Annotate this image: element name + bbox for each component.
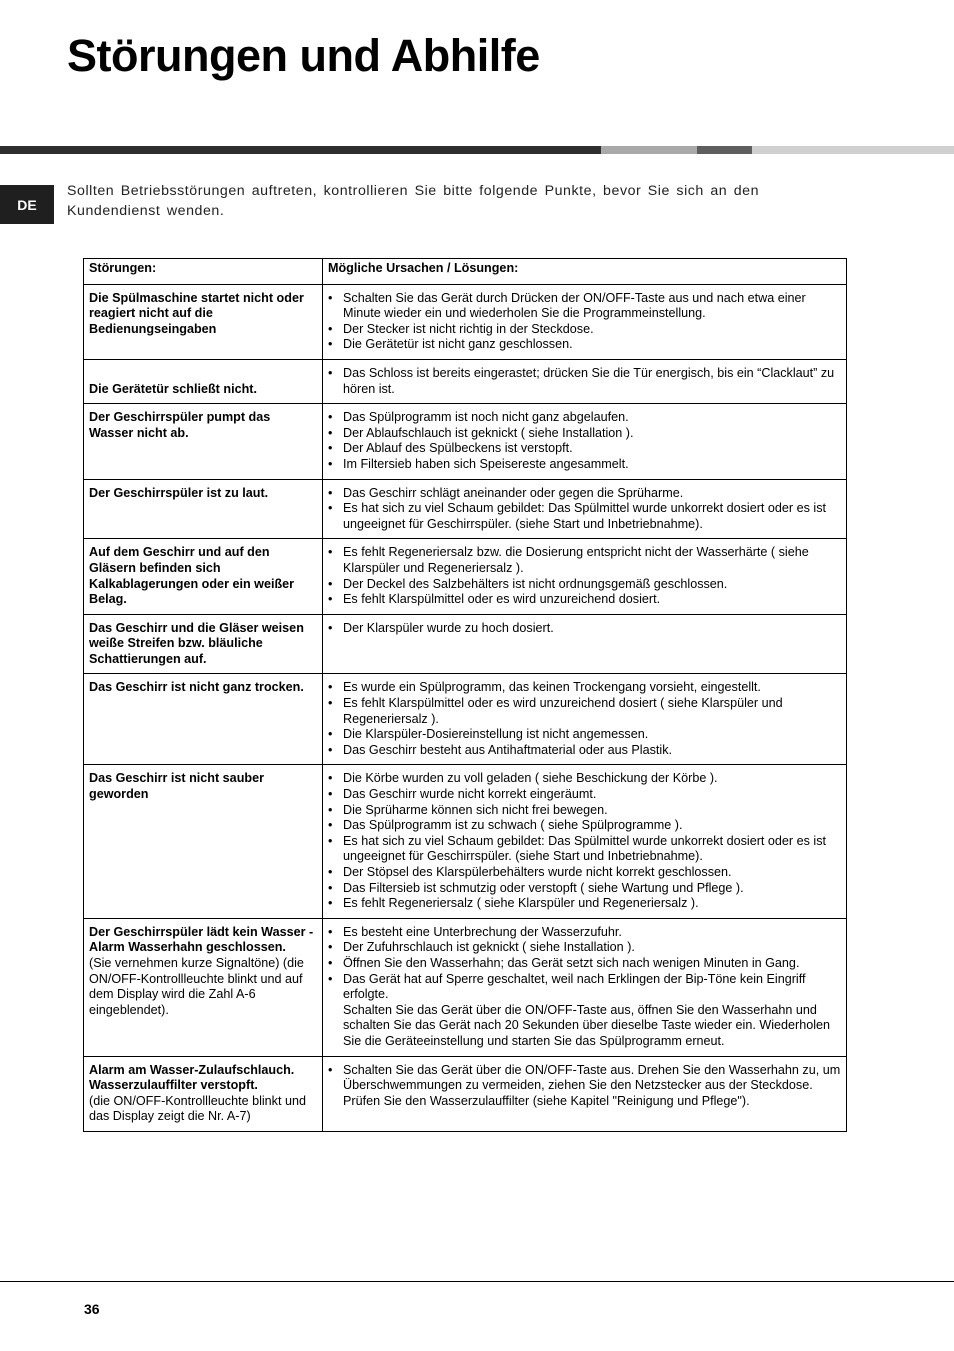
- solution-continuation: Prüfen Sie den Wasserzulauffilter (siehe Kapitel "Reinigung und Pflege").: [343, 1093, 750, 1108]
- solution-item: • Es hat sich zu viel Schaum gebildet: Das Spülmittel wurde unkorrekt dosiert oder es ist ungeeignet für Geschirrspüler. (siehe Start und Inbetriebnahme).: [328, 501, 842, 532]
- problem-cell: [84, 765, 323, 918]
- solution-list: [328, 680, 842, 758]
- table-row: [84, 674, 847, 765]
- problem-text: Der Geschirrspüler pumpt das Wasser nicht ab.: [89, 410, 271, 440]
- problem-text: Das Geschirr ist nicht ganz trocken.: [89, 680, 304, 695]
- solutions-cell: [323, 539, 847, 614]
- solution-list: [328, 925, 842, 1050]
- table-row: [84, 359, 847, 403]
- solution-item: • Es hat sich zu viel Schaum gebildet: Das Spülmittel wurde unkorrekt dosiert oder es ist ungeeignet für Geschirrspüler. (siehe Start und Inbetriebnahme).: [328, 834, 842, 865]
- header-rule-gray: [601, 146, 697, 154]
- solution-list: [328, 1063, 842, 1110]
- problem-text: Das Geschirr und die Gläser weisen weiße Streifen bzw. bläuliche Schattierungen auf.: [89, 620, 304, 666]
- header-rule-dark: [0, 146, 601, 154]
- footer-rule: [0, 1281, 954, 1282]
- solutions-cell: [323, 1056, 847, 1131]
- solution-item: • Es wurde ein Spülprogramm, das keinen Trockengang vorsieht, eingestellt.: [328, 680, 842, 696]
- problem-cell: [84, 614, 323, 674]
- solutions-cell: [323, 918, 847, 1056]
- column-header-solutions: Mögliche Ursachen / Lösungen:: [323, 259, 847, 285]
- page-title: Störungen und Abhilfe: [67, 30, 540, 81]
- solution-item: • Die Sprüharme können sich nicht frei bewegen.: [328, 803, 842, 819]
- solution-item: • Das Filtersieb ist schmutzig oder verstopft ( siehe Wartung und Pflege ).: [328, 881, 842, 897]
- solution-list: [328, 366, 842, 397]
- solutions-cell: [323, 284, 847, 359]
- page-number: 36: [84, 1301, 100, 1317]
- problem-text: Der Geschirrspüler ist zu laut.: [89, 485, 269, 500]
- table-row: [84, 539, 847, 614]
- solutions-cell: [323, 674, 847, 765]
- solution-list: [328, 410, 842, 472]
- solution-continuation: Schalten Sie das Gerät über die ON/OFF-Taste aus, öffnen Sie den Wasserhahn und schalten Sie das Gerät nach 20 Sekunden über dieselbe Taste wieder ein. Wiederholen Sie die Geräteeinstellung und starten Sie das Spülprogramm erneut.: [343, 1002, 831, 1048]
- solutions-cell: [323, 404, 847, 479]
- table-row: [84, 765, 847, 918]
- problem-note: (Sie vernehmen kurze Signaltöne) (die ON/OFF-Kontrollleuchte blinkt und auf dem Display wird die Zahl A-6 eingeblendet).: [89, 955, 304, 1017]
- problem-cell: [84, 284, 323, 359]
- problem-cell: [84, 674, 323, 765]
- table-row: [84, 918, 847, 1056]
- header-rule-light: [752, 146, 954, 154]
- solution-item: • Die Körbe wurden zu voll geladen ( siehe Beschickung der Körbe ).: [328, 771, 842, 787]
- solution-item: • Der Ablauf des Spülbeckens ist verstopft.: [328, 441, 842, 457]
- troubleshooting-table: [83, 258, 847, 1132]
- problem-text: Auf dem Geschirr und auf den Gläsern befinden sich Kalkablagerungen oder ein weißer Belag.: [89, 545, 295, 607]
- problem-note: (die ON/OFF-Kontrollleuchte blinkt und das Display zeigt die Nr. A-7): [89, 1093, 306, 1124]
- solution-list: [328, 545, 842, 607]
- problem-cell: [84, 404, 323, 479]
- problem-text: Die Gerätetür schließt nicht.: [89, 381, 257, 396]
- header-rule-mid: [697, 146, 752, 154]
- table-row: [84, 479, 847, 539]
- table-row: [84, 284, 847, 359]
- problem-text: Die Spülmaschine startet nicht oder reagiert nicht auf die Bedienungseingaben: [89, 290, 304, 336]
- solution-item: • Der Zufuhrschlauch ist geknickt ( siehe Installation ).: [328, 940, 842, 956]
- solution-item: • Das Spülprogramm ist zu schwach ( siehe Spülprogramme ).: [328, 818, 842, 834]
- solutions-cell: [323, 765, 847, 918]
- solutions-cell: [323, 614, 847, 674]
- solution-item: • Das Geschirr besteht aus Antihaftmaterial oder aus Plastik.: [328, 743, 842, 759]
- solution-item: • Öffnen Sie den Wasserhahn; das Gerät setzt sich nach wenigen Minuten in Gang.: [328, 956, 842, 972]
- solution-item: • Es fehlt Regeneriersalz ( siehe Klarspüler und Regeneriersalz ).: [328, 896, 842, 912]
- solution-item: • Die Gerätetür ist nicht ganz geschlossen.: [328, 337, 842, 353]
- solution-item: • Die Klarspüler-Dosiereinstellung ist nicht angemessen.: [328, 727, 842, 743]
- problem-cell: [84, 539, 323, 614]
- problem-cell: [84, 479, 323, 539]
- solution-item: • Der Deckel des Salzbehälters ist nicht ordnungsgemäß geschlossen.: [328, 577, 842, 593]
- solution-item: • Im Filtersieb haben sich Speisereste angesammelt.: [328, 457, 842, 473]
- solution-item: • Es fehlt Klarspülmittel oder es wird unzureichend dosiert.: [328, 592, 842, 608]
- solutions-cell: [323, 359, 847, 403]
- solution-list: [328, 771, 842, 911]
- table-row: [84, 614, 847, 674]
- table-row: [84, 404, 847, 479]
- solution-item: • Schalten Sie das Gerät über die ON/OFF-Taste aus. Drehen Sie den Wasserhahn zu, um Überschwemmungen zu vermeiden, ziehen Sie den Netzstecker aus der Steckdose.: [328, 1063, 842, 1094]
- solution-list: [328, 291, 842, 353]
- solutions-cell: [323, 479, 847, 539]
- problem-cell: [84, 359, 323, 403]
- language-badge: DE: [0, 185, 54, 224]
- table-row: [84, 1056, 847, 1131]
- solution-item: • Das Gerät hat auf Sperre geschaltet, weil nach Erklingen der Bip-Töne kein Eingriff erfolgte.: [328, 972, 842, 1003]
- column-header-problems: Störungen:: [84, 259, 323, 285]
- solution-item: • Der Ablaufschlauch ist geknickt ( siehe Installation ).: [328, 426, 842, 442]
- problem-cell: [84, 1056, 323, 1131]
- solution-item: • Der Stecker ist nicht richtig in der Steckdose.: [328, 322, 842, 338]
- solution-item: • Der Klarspüler wurde zu hoch dosiert.: [328, 621, 842, 637]
- solution-item: • Das Schloss ist bereits eingerastet; drücken Sie die Tür energisch, bis ein “Clacklaut” zu hören ist.: [328, 366, 842, 397]
- intro-text: Sollten Betriebsstörungen auftreten, kontrollieren Sie bitte folgende Punkte, bevor Sie sich an den Kundendienst wenden.: [67, 183, 760, 219]
- solution-list: [328, 486, 842, 533]
- solution-item: • Schalten Sie das Gerät durch Drücken der ON/OFF-Taste aus und nach etwa einer Minute wieder ein und wiederholen Sie die Programmeinstellung.: [328, 291, 842, 322]
- table-header-row: [84, 259, 847, 285]
- solution-item: • Es fehlt Klarspülmittel oder es wird unzureichend dosiert ( siehe Klarspüler und Regeneriersalz ).: [328, 696, 842, 727]
- problem-cell: [84, 918, 323, 1056]
- solution-list: [328, 621, 842, 637]
- solution-item: • Es fehlt Regeneriersalz bzw. die Dosierung entspricht nicht der Wasserhärte ( siehe Klarspüler und Regeneriersalz ).: [328, 545, 842, 576]
- problem-text: Das Geschirr ist nicht sauber geworden: [89, 771, 264, 802]
- problem-text: Alarm am Wasser-Zulaufschlauch. Wasserzulauffilter verstopft.: [89, 1062, 295, 1093]
- solution-item: • Der Stöpsel des Klarspülerbehälters wurde nicht korrekt geschlossen.: [328, 865, 842, 881]
- solution-item: • Das Geschirr schlägt aneinander oder gegen die Sprüharme.: [328, 486, 842, 502]
- problem-text: Der Geschirrspüler lädt kein Wasser - Alarm Wasserhahn geschlossen.: [89, 924, 314, 955]
- solution-item: • Das Geschirr wurde nicht korrekt eingeräumt.: [328, 787, 842, 803]
- solution-item: • Es besteht eine Unterbrechung der Wasserzufuhr.: [328, 925, 842, 941]
- solution-item: • Das Spülprogramm ist noch nicht ganz abgelaufen.: [328, 410, 842, 426]
